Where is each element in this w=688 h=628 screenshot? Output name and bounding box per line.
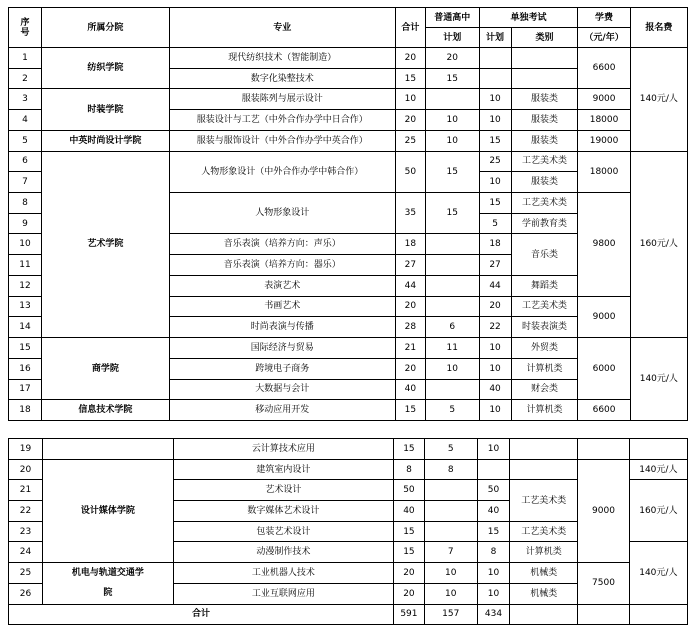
sep-plan-cell: 44 <box>479 275 511 296</box>
row-no: 1 <box>9 48 42 69</box>
row-no: 26 <box>9 583 43 604</box>
sep-plan-cell <box>477 459 510 480</box>
row-no: 25 <box>9 563 43 584</box>
table-row <box>9 89 688 110</box>
gen-plan-cell: 15 <box>426 151 480 192</box>
major-cell: 音乐表演（培养方向：器乐） <box>169 255 395 276</box>
gen-plan-cell <box>426 255 480 276</box>
college-cell: 信息技术学院 <box>41 400 169 421</box>
major-cell: 移动应用开发 <box>169 400 395 421</box>
row-no: 12 <box>9 275 42 296</box>
sep-plan-cell: 15 <box>479 193 511 214</box>
category-cell: 工艺美术类 <box>510 521 578 542</box>
sep-plan-cell: 40 <box>477 501 510 522</box>
major-cell: 大数据与会计 <box>169 379 395 400</box>
tuition-cell: 18000 <box>578 110 630 131</box>
row-no: 19 <box>9 439 43 460</box>
total-cell: 15 <box>394 439 425 460</box>
total-cell: 50 <box>395 151 425 192</box>
category-cell: 外贸类 <box>511 338 578 359</box>
total-cell: 40 <box>395 379 425 400</box>
reg-fee-cell <box>629 439 687 460</box>
major-cell: 工业机器人技术 <box>173 563 393 584</box>
sep-plan-cell <box>479 48 511 69</box>
major-cell: 工业互联网应用 <box>173 583 393 604</box>
major-cell: 时尚表演与传播 <box>169 317 395 338</box>
row-no: 11 <box>9 255 42 276</box>
college-cell: 商学院 <box>41 338 169 400</box>
gen-plan-cell: 10 <box>424 563 477 584</box>
sep-plan-cell: 20 <box>479 296 511 317</box>
table-row <box>9 439 688 460</box>
row-no: 13 <box>9 296 42 317</box>
table-row <box>9 400 688 421</box>
total-cell: 25 <box>395 130 425 151</box>
total-cell: 10 <box>395 89 425 110</box>
major-cell: 表演艺术 <box>169 275 395 296</box>
major-cell: 音乐表演（培养方向：声乐） <box>169 234 395 255</box>
sep-plan-cell: 27 <box>479 255 511 276</box>
tuition-cell: 9000 <box>578 296 630 337</box>
category-cell: 机械类 <box>510 563 578 584</box>
major-cell: 跨境电子商务 <box>169 358 395 379</box>
major-cell: 人物形象设计 <box>169 193 395 234</box>
category-cell: 计算机类 <box>511 400 578 421</box>
gen-plan-cell <box>426 296 480 317</box>
category-cell: 音乐类 <box>511 234 578 275</box>
category-cell: 时装表演类 <box>511 317 578 338</box>
reg-fee-cell: 160元/人 <box>630 151 687 337</box>
gen-plan-cell: 7 <box>424 542 477 563</box>
summary-empty-reg <box>629 604 687 625</box>
category-cell: 服装类 <box>511 110 578 131</box>
gen-plan-cell <box>426 89 480 110</box>
sep-plan-cell: 18 <box>479 234 511 255</box>
total-cell: 20 <box>395 110 425 131</box>
total-cell: 50 <box>394 480 425 501</box>
summary-sep: 434 <box>477 604 510 625</box>
tuition-cell: 6600 <box>578 400 630 421</box>
gen-plan-cell <box>424 501 477 522</box>
sep-plan-cell: 15 <box>477 521 510 542</box>
total-cell: 28 <box>395 317 425 338</box>
category-cell: 舞蹈类 <box>511 275 578 296</box>
header-tuition: 学费 <box>578 8 630 28</box>
row-no: 21 <box>9 480 43 501</box>
tuition-cell: 19000 <box>578 130 630 151</box>
sep-plan-cell: 10 <box>479 89 511 110</box>
total-cell: 21 <box>395 338 425 359</box>
college-cell: 艺术学院 <box>41 151 169 337</box>
sep-plan-cell: 10 <box>479 172 511 193</box>
header-sep-category: 类别 <box>511 28 578 48</box>
table-row <box>9 48 688 69</box>
college-cell <box>43 439 174 460</box>
total-cell: 44 <box>395 275 425 296</box>
header-general-hs: 普通高中 <box>426 8 480 28</box>
gen-plan-cell: 5 <box>426 400 480 421</box>
row-no: 8 <box>9 193 42 214</box>
row-no: 7 <box>9 172 42 193</box>
total-cell: 20 <box>394 563 425 584</box>
summary-empty-category <box>510 604 578 625</box>
row-no: 2 <box>9 68 42 89</box>
header-major: 专业 <box>169 8 395 48</box>
enrollment-table-part2 <box>8 438 688 625</box>
table-row <box>9 338 688 359</box>
row-no: 10 <box>9 234 42 255</box>
category-cell <box>510 459 578 480</box>
summary-empty-tuition <box>578 604 629 625</box>
sep-plan-cell: 10 <box>477 439 510 460</box>
category-cell: 工艺美术类 <box>510 480 578 521</box>
reg-fee-cell: 140元/人 <box>630 338 687 421</box>
category-cell: 计算机类 <box>510 542 578 563</box>
college-cell: 机电与轨道交通学 院 <box>43 563 174 604</box>
row-no: 18 <box>9 400 42 421</box>
major-cell: 云计算技术应用 <box>173 439 393 460</box>
sep-plan-cell: 15 <box>479 130 511 151</box>
row-no: 6 <box>9 151 42 172</box>
category-cell: 服装类 <box>511 89 578 110</box>
sep-plan-cell <box>479 68 511 89</box>
category-cell: 计算机类 <box>511 358 578 379</box>
gen-plan-cell <box>426 234 480 255</box>
college-cell: 纺织学院 <box>41 48 169 89</box>
college-cell: 中英时尚设计学院 <box>41 130 169 151</box>
gen-plan-cell <box>426 275 480 296</box>
tuition-cell <box>578 439 629 460</box>
category-cell: 工艺美术类 <box>511 193 578 214</box>
gen-plan-cell: 10 <box>426 130 480 151</box>
summary-total: 591 <box>394 604 425 625</box>
gen-plan-cell <box>426 379 480 400</box>
major-cell: 书画艺术 <box>169 296 395 317</box>
major-cell: 国际经济与贸易 <box>169 338 395 359</box>
category-cell <box>511 48 578 69</box>
row-no: 22 <box>9 501 43 522</box>
total-cell: 15 <box>395 68 425 89</box>
sep-plan-cell: 10 <box>479 110 511 131</box>
total-cell: 20 <box>395 48 425 69</box>
category-cell <box>511 68 578 89</box>
tuition-cell: 9000 <box>578 89 630 110</box>
major-cell: 服装陈列与展示设计 <box>169 89 395 110</box>
row-no: 5 <box>9 130 42 151</box>
category-cell: 机械类 <box>510 583 578 604</box>
gen-plan-cell: 11 <box>426 338 480 359</box>
reg-fee-cell: 140元/人 <box>629 542 687 604</box>
sep-plan-cell: 10 <box>479 400 511 421</box>
gen-plan-cell: 10 <box>426 358 480 379</box>
category-cell: 财会类 <box>511 379 578 400</box>
total-cell: 40 <box>394 501 425 522</box>
gen-plan-cell <box>424 480 477 501</box>
row-no: 3 <box>9 89 42 110</box>
row-no: 16 <box>9 358 42 379</box>
gen-plan-cell: 15 <box>426 193 480 234</box>
major-cell: 数字媒体艺术设计 <box>173 501 393 522</box>
row-no: 4 <box>9 110 42 131</box>
header-tuition-unit: （元/年） <box>578 28 630 48</box>
total-cell: 15 <box>394 542 425 563</box>
category-cell: 工艺美术类 <box>511 296 578 317</box>
table-row <box>9 459 688 480</box>
total-cell: 20 <box>394 583 425 604</box>
summary-row <box>9 604 688 625</box>
sep-plan-cell: 40 <box>479 379 511 400</box>
total-cell: 27 <box>395 255 425 276</box>
gen-plan-cell: 10 <box>426 110 480 131</box>
header-sep-plan: 计划 <box>479 28 511 48</box>
major-cell: 建筑室内设计 <box>173 459 393 480</box>
gen-plan-cell: 6 <box>426 317 480 338</box>
header-college: 所属分院 <box>41 8 169 48</box>
tuition-cell: 9800 <box>578 193 630 297</box>
summary-label: 合计 <box>9 604 394 625</box>
row-no: 9 <box>9 213 42 234</box>
college-cell: 时装学院 <box>41 89 169 130</box>
enrollment-table-part1 <box>8 7 688 421</box>
reg-fee-cell: 140元/人 <box>629 459 687 480</box>
gen-plan-cell: 10 <box>424 583 477 604</box>
row-no: 15 <box>9 338 42 359</box>
total-cell: 35 <box>395 193 425 234</box>
major-cell: 艺术设计 <box>173 480 393 501</box>
major-cell: 数字化染整技术 <box>169 68 395 89</box>
header-reg-fee: 报名费 <box>630 8 687 48</box>
total-cell: 20 <box>395 358 425 379</box>
tuition-cell: 6600 <box>578 48 630 89</box>
total-cell: 15 <box>394 521 425 542</box>
sep-plan-cell: 25 <box>479 151 511 172</box>
total-cell: 20 <box>395 296 425 317</box>
sep-plan-cell: 10 <box>479 338 511 359</box>
category-cell: 服装类 <box>511 172 578 193</box>
total-cell: 18 <box>395 234 425 255</box>
tuition-cell: 9000 <box>578 459 629 562</box>
sep-plan-cell: 22 <box>479 317 511 338</box>
gen-plan-cell: 20 <box>426 48 480 69</box>
gen-plan-cell: 8 <box>424 459 477 480</box>
sep-plan-cell: 10 <box>477 583 510 604</box>
category-cell: 服装类 <box>511 130 578 151</box>
reg-fee-cell: 160元/人 <box>629 480 687 542</box>
row-no: 23 <box>9 521 43 542</box>
tuition-cell: 6000 <box>578 338 630 400</box>
row-no: 17 <box>9 379 42 400</box>
sep-plan-cell: 50 <box>477 480 510 501</box>
sep-plan-cell: 10 <box>479 358 511 379</box>
major-cell: 服装设计与工艺（中外合作办学中日合作） <box>169 110 395 131</box>
total-cell: 8 <box>394 459 425 480</box>
reg-fee-cell: 140元/人 <box>630 48 687 152</box>
major-cell: 人物形象设计（中外合作办学中韩合作） <box>169 151 395 192</box>
college-cell: 设计媒体学院 <box>43 459 174 562</box>
major-cell: 服装与服饰设计（中外合作办学中英合作） <box>169 130 395 151</box>
header-general-plan: 计划 <box>426 28 480 48</box>
gen-plan-cell: 15 <box>426 68 480 89</box>
tuition-cell: 18000 <box>578 151 630 192</box>
sep-plan-cell: 5 <box>479 213 511 234</box>
category-cell: 工艺美术类 <box>511 151 578 172</box>
gen-plan-cell <box>424 521 477 542</box>
header-seq: 序 号 <box>9 8 42 48</box>
sep-plan-cell: 8 <box>477 542 510 563</box>
table-row <box>9 151 688 172</box>
total-cell: 15 <box>395 400 425 421</box>
summary-gen: 157 <box>424 604 477 625</box>
category-cell: 学前教育类 <box>511 213 578 234</box>
table-row <box>9 130 688 151</box>
table-row <box>9 563 688 584</box>
row-no: 20 <box>9 459 43 480</box>
tuition-cell: 7500 <box>578 563 629 604</box>
category-cell <box>510 439 578 460</box>
row-no: 24 <box>9 542 43 563</box>
sep-plan-cell: 10 <box>477 563 510 584</box>
major-cell: 现代纺织技术（智能制造） <box>169 48 395 69</box>
row-no: 14 <box>9 317 42 338</box>
header-separate-exam: 单独考试 <box>479 8 578 28</box>
major-cell: 包装艺术设计 <box>173 521 393 542</box>
major-cell: 动漫制作技术 <box>173 542 393 563</box>
gen-plan-cell: 5 <box>424 439 477 460</box>
header-total: 合计 <box>395 8 425 48</box>
